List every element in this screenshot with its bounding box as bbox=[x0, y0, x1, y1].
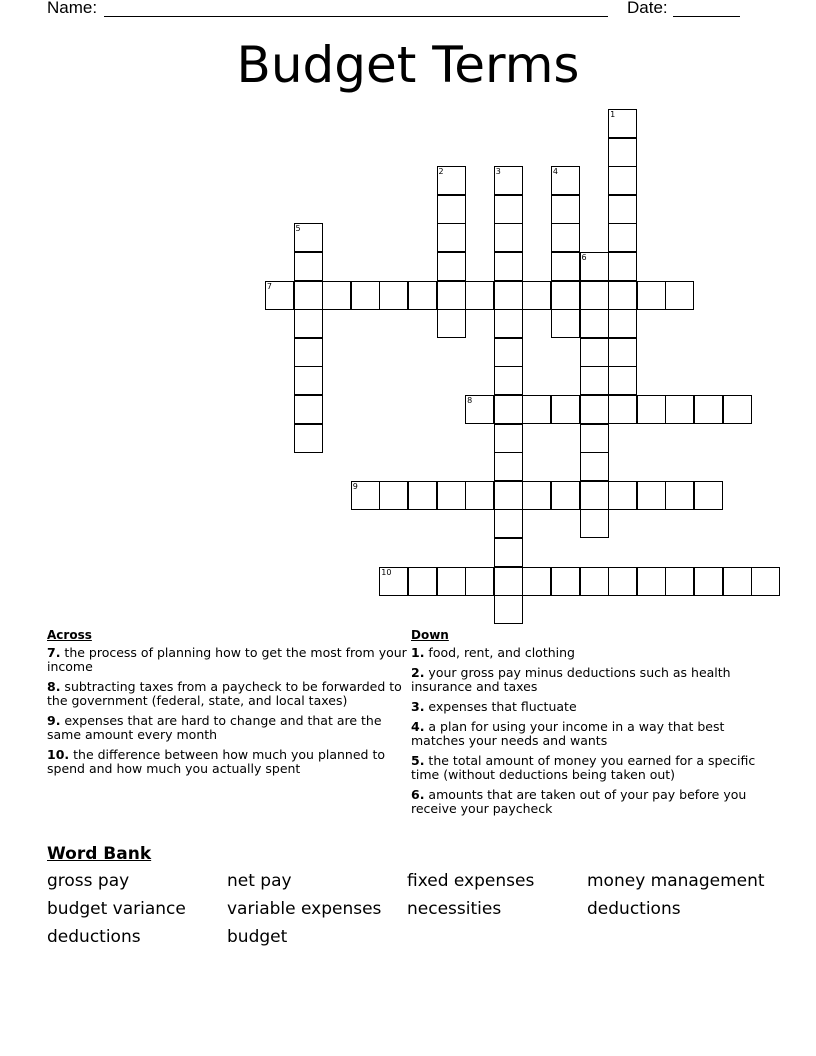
grid-cell[interactable] bbox=[608, 195, 637, 224]
down-heading: Down bbox=[411, 628, 449, 642]
grid-cell[interactable] bbox=[294, 223, 323, 252]
grid-cell[interactable] bbox=[637, 395, 666, 424]
grid-cell[interactable] bbox=[637, 567, 666, 596]
grid-cell[interactable] bbox=[494, 395, 523, 424]
grid-cell[interactable] bbox=[494, 281, 523, 310]
down-clue-5 bbox=[411, 754, 771, 782]
word-bank-item: variable expenses bbox=[227, 899, 382, 919]
grid-cell[interactable] bbox=[437, 195, 466, 224]
grid-cell[interactable] bbox=[494, 252, 523, 281]
down-clue-1 bbox=[411, 646, 771, 660]
word-bank-list bbox=[47, 870, 787, 948]
clue-number: 2. bbox=[411, 665, 425, 680]
grid-cell[interactable] bbox=[580, 481, 609, 510]
grid-cell[interactable] bbox=[723, 395, 752, 424]
grid-cell[interactable] bbox=[551, 223, 580, 252]
grid-cell[interactable] bbox=[608, 395, 637, 424]
grid-cell[interactable] bbox=[437, 252, 466, 281]
clue-text: a plan for using your income in a way that best matches your needs and wants bbox=[411, 719, 725, 748]
clue-number: 10. bbox=[47, 747, 70, 762]
grid-cell[interactable] bbox=[694, 395, 723, 424]
clue-text: food, rent, and clothing bbox=[424, 645, 575, 660]
grid-cell[interactable] bbox=[551, 309, 580, 338]
cell-number: 9 bbox=[352, 481, 358, 491]
grid-cell[interactable] bbox=[294, 395, 323, 424]
grid-cell[interactable] bbox=[608, 567, 637, 596]
clue-text: expenses that fluctuate bbox=[424, 699, 577, 714]
across-clues bbox=[47, 628, 407, 782]
grid-cell[interactable] bbox=[580, 338, 609, 367]
cell-number: 3 bbox=[495, 167, 501, 177]
grid-cell[interactable] bbox=[580, 281, 609, 310]
grid-cell[interactable] bbox=[437, 481, 466, 510]
across-clue-9 bbox=[47, 714, 407, 742]
grid-cell[interactable] bbox=[379, 567, 408, 596]
grid-cell[interactable] bbox=[294, 424, 323, 453]
grid-cell[interactable] bbox=[494, 567, 523, 596]
word-bank-item: necessities bbox=[407, 899, 502, 919]
grid-cell[interactable] bbox=[665, 481, 694, 510]
grid-cell[interactable] bbox=[608, 138, 637, 167]
grid-cell[interactable] bbox=[294, 309, 323, 338]
header bbox=[0, 0, 816, 22]
clue-number: 7. bbox=[47, 645, 61, 660]
cell-number: 2 bbox=[438, 167, 444, 177]
clue-text: amounts that are taken out of your pay before you receive your paycheck bbox=[411, 787, 747, 816]
grid-cell[interactable] bbox=[494, 509, 523, 538]
grid-cell[interactable] bbox=[551, 567, 580, 596]
grid-cell[interactable] bbox=[608, 309, 637, 338]
grid-cell[interactable] bbox=[494, 195, 523, 224]
word-bank-item: deductions bbox=[587, 899, 681, 919]
across-clue-7 bbox=[47, 646, 407, 674]
grid-cell[interactable] bbox=[551, 395, 580, 424]
grid-cell[interactable] bbox=[351, 281, 380, 310]
clue-number: 5. bbox=[411, 753, 425, 768]
grid-cell[interactable] bbox=[608, 223, 637, 252]
grid-cell[interactable] bbox=[437, 166, 466, 195]
word-bank-title: Word Bank bbox=[47, 844, 152, 864]
cell-number: 5 bbox=[295, 224, 301, 234]
grid-cell[interactable] bbox=[608, 281, 637, 310]
clue-text: the difference between how much you planned to spend and how much you actually spent bbox=[47, 747, 386, 776]
clue-number: 1. bbox=[411, 645, 425, 660]
grid-cell[interactable] bbox=[580, 309, 609, 338]
grid-cell[interactable] bbox=[608, 166, 637, 195]
date-field[interactable] bbox=[673, 16, 740, 17]
grid-cell[interactable] bbox=[437, 281, 466, 310]
clue-number: 9. bbox=[47, 713, 61, 728]
word-bank-item: budget variance bbox=[47, 899, 186, 919]
name-field[interactable] bbox=[104, 16, 608, 17]
clue-number: 8. bbox=[47, 679, 61, 694]
down-clue-list bbox=[411, 646, 771, 816]
word-bank-item: deductions bbox=[47, 927, 141, 947]
grid-cell[interactable] bbox=[665, 395, 694, 424]
grid-cell[interactable] bbox=[494, 309, 523, 338]
grid-cell[interactable] bbox=[580, 452, 609, 481]
grid-cell[interactable] bbox=[608, 481, 637, 510]
grid-cell[interactable] bbox=[494, 223, 523, 252]
grid-cell[interactable] bbox=[437, 567, 466, 596]
grid-cell[interactable] bbox=[665, 567, 694, 596]
name-label: Name: bbox=[47, 0, 98, 17]
clue-text: your gross pay minus deductions such as health insurance and taxes bbox=[411, 665, 731, 694]
grid-cell[interactable] bbox=[494, 366, 523, 395]
clue-text: expenses that are hard to change and that are the same amount every month bbox=[47, 713, 382, 742]
grid-cell[interactable] bbox=[437, 223, 466, 252]
grid-cell[interactable] bbox=[465, 281, 494, 310]
grid-cell[interactable] bbox=[494, 166, 523, 195]
clue-text: the total amount of money you earned for a specific time (without deductions being taken out) bbox=[411, 753, 756, 782]
grid-cell[interactable] bbox=[522, 567, 551, 596]
grid-cell[interactable] bbox=[494, 538, 523, 567]
grid-cell[interactable] bbox=[637, 481, 666, 510]
grid-cell[interactable] bbox=[494, 424, 523, 453]
cell-number: 4 bbox=[552, 167, 558, 177]
down-clue-4 bbox=[411, 720, 771, 748]
cell-number: 7 bbox=[266, 281, 272, 291]
grid-cell[interactable] bbox=[322, 281, 351, 310]
word-bank-item: fixed expenses bbox=[407, 871, 535, 891]
grid-cell[interactable] bbox=[694, 567, 723, 596]
grid-cell[interactable] bbox=[408, 481, 437, 510]
word-bank-item: net pay bbox=[227, 871, 292, 891]
grid-cell[interactable] bbox=[580, 424, 609, 453]
grid-cell[interactable] bbox=[608, 338, 637, 367]
grid-cell[interactable] bbox=[608, 252, 637, 281]
across-clue-10 bbox=[47, 748, 407, 776]
grid-cell[interactable] bbox=[751, 567, 780, 596]
clue-number: 3. bbox=[411, 699, 425, 714]
word-bank-item: money management bbox=[587, 871, 765, 891]
cell-number: 10 bbox=[381, 567, 392, 577]
grid-cell[interactable] bbox=[522, 481, 551, 510]
down-clues bbox=[411, 628, 771, 822]
grid-cell[interactable] bbox=[465, 567, 494, 596]
grid-cell[interactable] bbox=[351, 481, 380, 510]
clue-number: 4. bbox=[411, 719, 425, 734]
grid-cell[interactable] bbox=[522, 281, 551, 310]
word-bank-item: budget bbox=[227, 927, 288, 947]
grid-cell[interactable] bbox=[294, 281, 323, 310]
grid-cell[interactable] bbox=[580, 395, 609, 424]
word-bank-item: gross pay bbox=[47, 871, 130, 891]
across-heading: Across bbox=[47, 628, 92, 642]
grid-cell[interactable] bbox=[265, 281, 294, 310]
grid-cell[interactable] bbox=[608, 366, 637, 395]
grid-cell[interactable] bbox=[494, 338, 523, 367]
cell-number: 1 bbox=[610, 110, 616, 119]
down-clue-2 bbox=[411, 666, 771, 694]
grid-cell[interactable] bbox=[294, 366, 323, 395]
across-clue-8 bbox=[47, 680, 407, 708]
grid-cell[interactable] bbox=[494, 481, 523, 510]
grid-cell[interactable] bbox=[465, 481, 494, 510]
grid-cell[interactable] bbox=[494, 595, 523, 624]
grid-cell[interactable] bbox=[408, 281, 437, 310]
grid-cell[interactable] bbox=[494, 452, 523, 481]
grid-cell[interactable] bbox=[551, 252, 580, 281]
grid-cell[interactable] bbox=[637, 281, 666, 310]
grid-cell[interactable] bbox=[294, 338, 323, 367]
grid-cell[interactable] bbox=[379, 481, 408, 510]
clue-text: subtracting taxes from a paycheck to be forwarded to the government (federal, state, and local taxes) bbox=[47, 679, 402, 708]
grid-cell[interactable] bbox=[522, 395, 551, 424]
grid-cell[interactable] bbox=[580, 252, 609, 281]
grid-cell[interactable] bbox=[580, 509, 609, 538]
grid-cell[interactable] bbox=[580, 567, 609, 596]
word-bank bbox=[47, 844, 787, 948]
grid-cell[interactable] bbox=[551, 281, 580, 310]
grid-cell[interactable] bbox=[723, 567, 752, 596]
grid-cell[interactable] bbox=[551, 195, 580, 224]
grid-cell[interactable] bbox=[580, 366, 609, 395]
grid-cell[interactable] bbox=[608, 109, 637, 138]
cell-number: 8 bbox=[467, 396, 473, 405]
grid-cell[interactable] bbox=[665, 281, 694, 310]
grid-cell[interactable] bbox=[437, 309, 466, 338]
grid-cell[interactable] bbox=[551, 166, 580, 195]
grid-cell[interactable] bbox=[408, 567, 437, 596]
grid-cell[interactable] bbox=[465, 395, 494, 424]
down-clue-3 bbox=[411, 700, 771, 714]
clue-text: the process of planning how to get the most from your income bbox=[47, 645, 407, 674]
cell-number: 6 bbox=[581, 253, 587, 262]
grid-cell[interactable] bbox=[694, 481, 723, 510]
date-label: Date: bbox=[627, 0, 668, 17]
across-clue-list bbox=[47, 646, 407, 776]
clue-number: 6. bbox=[411, 787, 425, 802]
page-title: Budget Terms bbox=[236, 36, 580, 94]
down-clue-6 bbox=[411, 788, 771, 816]
grid-cell[interactable] bbox=[294, 252, 323, 281]
grid-cell[interactable] bbox=[551, 481, 580, 510]
grid-cell[interactable] bbox=[379, 281, 408, 310]
